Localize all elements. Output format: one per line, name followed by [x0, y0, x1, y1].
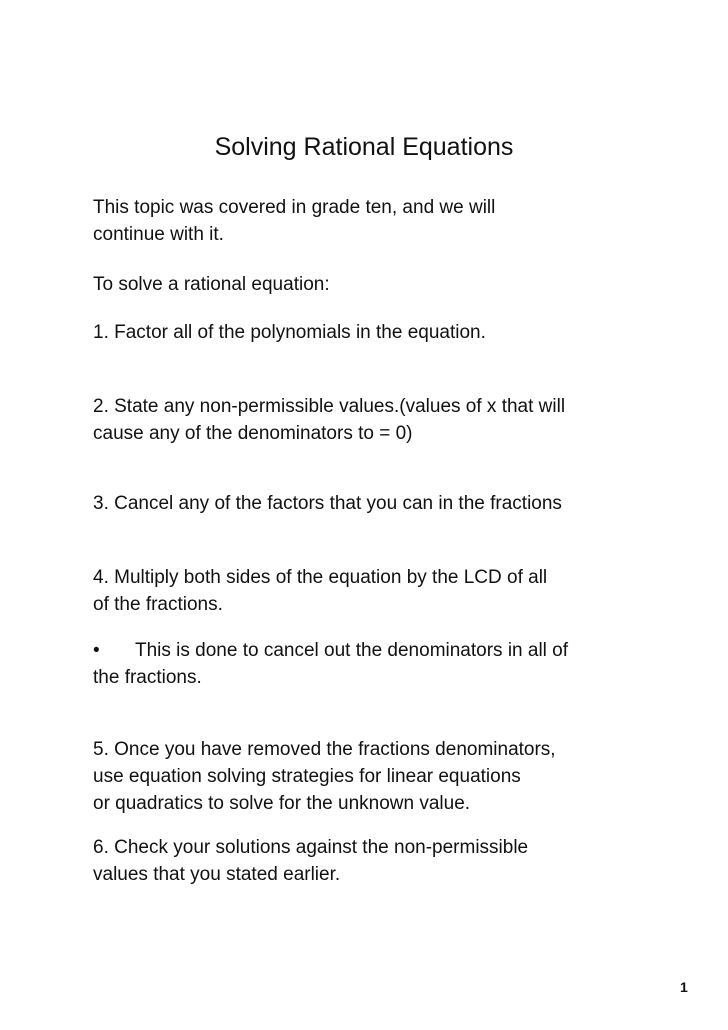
step-2	[93, 393, 565, 447]
step-4-bullet-continuation	[93, 664, 202, 691]
step-line: 2. State any non-permissible values.(values of x that will	[93, 396, 566, 417]
step-3	[93, 490, 562, 517]
step-4	[93, 564, 547, 618]
step-line: or quadratics to solve for the unknown value.	[93, 793, 471, 814]
step-4-bullet	[93, 637, 568, 664]
bullet-line: This is done to cancel out the denominators in all of	[135, 640, 569, 661]
lead-in-line: To solve a rational equation:	[93, 274, 330, 295]
bullet-icon: •	[93, 640, 100, 661]
step-6	[93, 834, 528, 888]
page-title: Solving Rational Equations	[214, 133, 514, 161]
step-line: 3. Cancel any of the factors that you can in the fractions	[93, 493, 562, 514]
intro-line: This topic was covered in grade ten, and we will	[93, 197, 496, 218]
step-line: 5. Once you have removed the fractions denominators,	[93, 739, 556, 760]
step-1	[93, 319, 486, 346]
step-line: values that you stated earlier.	[93, 864, 341, 885]
step-line: 4. Multiply both sides of the equation by the LCD of all	[93, 567, 548, 588]
lead-in-text	[93, 271, 330, 298]
step-line: use equation solving strategies for linear equations	[93, 766, 521, 787]
step-line: cause any of the denominators to = 0)	[93, 423, 413, 444]
step-line: 6. Check your solutions against the non-permissible	[93, 837, 529, 858]
step-5	[93, 736, 556, 817]
intro-paragraph	[93, 194, 495, 248]
step-line: 1. Factor all of the polynomials in the equation.	[93, 322, 486, 343]
step-line: of the fractions.	[93, 594, 223, 615]
page-number: 1	[680, 979, 688, 995]
bullet-line: the fractions.	[93, 667, 202, 688]
intro-line: continue with it.	[93, 224, 224, 245]
